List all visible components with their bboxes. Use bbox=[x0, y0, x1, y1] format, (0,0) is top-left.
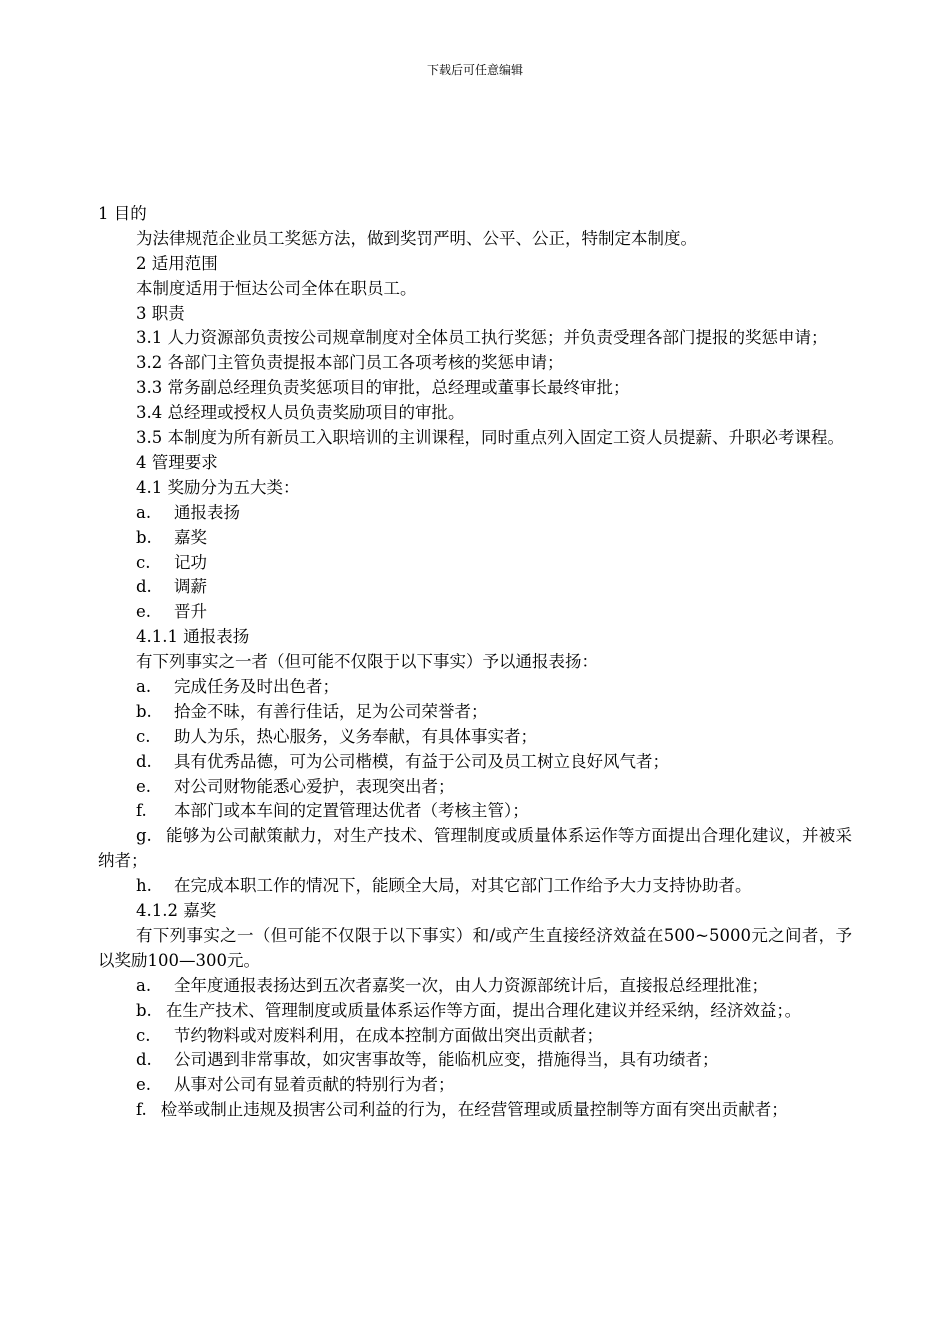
paragraph-line bbox=[98, 675, 852, 700]
paragraph-line bbox=[98, 302, 852, 327]
list-label: b. bbox=[136, 527, 152, 547]
list-label: e. bbox=[136, 776, 152, 796]
line-text: 节约物料或对废料利用，在成本控制方面做出突出贡献者； bbox=[174, 1025, 603, 1045]
line-text: 本制度为所有新员工入职培训的主训课程，同时重点列入固定工资人员提薪、升职必考课程。 bbox=[167, 428, 844, 448]
line-text: 记功 bbox=[174, 552, 207, 572]
line-text: 目的 bbox=[113, 204, 147, 223]
section-number: 2 bbox=[136, 253, 147, 273]
line-text: 各部门主管负责提报本部门员工各项考核的奖惩申请； bbox=[167, 353, 564, 373]
line-text: 有下列事实之一（但可能不仅限于以下事实）和/或产生直接经济效益在500~5000元之间者，予以奖励100—300元。 bbox=[98, 925, 852, 970]
line-text: 总经理或授权人员负责奖励项目的审批。 bbox=[167, 403, 465, 423]
line-text: 通报表扬 bbox=[183, 627, 250, 647]
paragraph-line bbox=[98, 1098, 852, 1123]
paragraph-line bbox=[98, 874, 852, 899]
list-label: b. bbox=[136, 1000, 152, 1020]
list-label: d. bbox=[136, 1050, 152, 1070]
line-text: 职责 bbox=[151, 303, 185, 323]
paragraph-line bbox=[98, 1048, 852, 1073]
list-label: a. bbox=[136, 676, 152, 696]
paragraph-line bbox=[98, 376, 852, 401]
line-text: 嘉奖 bbox=[183, 901, 217, 920]
paragraph-line bbox=[98, 600, 852, 625]
paragraph-line bbox=[98, 700, 852, 725]
line-text: 嘉奖 bbox=[174, 527, 207, 547]
line-text: 拾金不昧，有善行佳话，足为公司荣誉者； bbox=[174, 701, 488, 721]
paragraph-line bbox=[98, 426, 852, 451]
section-number: 4.1.1 bbox=[136, 627, 178, 647]
line-text: 调薪 bbox=[174, 577, 207, 597]
paragraph-line bbox=[98, 326, 852, 351]
line-text: 管理要求 bbox=[151, 452, 218, 472]
list-label: f. bbox=[136, 801, 147, 821]
section-number: 1 bbox=[98, 204, 109, 223]
page-header: 下载后可任意编辑 bbox=[426, 63, 523, 77]
line-text: 有下列事实之一者（但可能不仅限于以下事实）予以通报表扬： bbox=[136, 652, 598, 672]
line-text: 对公司财物能悉心爱护，表现突出者； bbox=[174, 776, 455, 796]
list-label: f. bbox=[136, 1100, 147, 1120]
list-label: a. bbox=[136, 975, 152, 995]
list-label: c. bbox=[136, 1025, 151, 1045]
list-label: a. bbox=[136, 502, 152, 522]
line-text: 助人为乐，热心服务，义务奉献，有具体事实者； bbox=[174, 726, 537, 746]
line-text: 适用范围 bbox=[151, 253, 218, 273]
paragraph-line bbox=[98, 999, 852, 1024]
line-text: 在完成本职工作的情况下，能顾全大局，对其它部门工作给予大力支持协助者。 bbox=[174, 876, 752, 896]
line-text: 人力资源部负责按公司规章制度对全体员工执行奖惩；并负责受理各部门提报的奖惩申请； bbox=[167, 328, 828, 348]
paragraph-line bbox=[98, 1073, 852, 1098]
paragraph-line bbox=[98, 899, 852, 924]
section-number: 3.3 bbox=[136, 378, 163, 398]
line-text: 在生产技术、管理制度或质量体系运作等方面，提出合理化建议并经采纳，经济效益；。 bbox=[165, 1000, 802, 1020]
line-text: 为法律规范企业员工奖惩方法，做到奖罚严明、公平、公正，特制定本制度。 bbox=[136, 228, 697, 248]
paragraph-line bbox=[98, 625, 852, 650]
paragraph-line bbox=[98, 824, 852, 874]
paragraph-line bbox=[98, 252, 852, 277]
line-text: 晋升 bbox=[174, 602, 207, 622]
list-label: b. bbox=[136, 701, 152, 721]
line-text: 公司遇到非常事故，如灾害事故等，能临机应变，措施得当，具有功绩者； bbox=[174, 1050, 719, 1070]
paragraph-line bbox=[98, 924, 852, 974]
paragraph-line bbox=[98, 401, 852, 426]
paragraph-line bbox=[98, 650, 852, 675]
line-text: 能够为公司献策献力，对生产技术、管理制度或质量体系运作等方面提出合理化建议，并被采纳者； bbox=[98, 826, 852, 871]
line-text: 检举或制止违规及损害公司利益的行为，在经营管理或质量控制等方面有突出贡献者； bbox=[160, 1100, 788, 1120]
paragraph-line bbox=[98, 501, 852, 526]
paragraph-line bbox=[98, 750, 852, 775]
list-label: d. bbox=[136, 751, 152, 771]
paragraph-line bbox=[98, 202, 852, 227]
paragraph-line bbox=[98, 476, 852, 501]
section-number: 4.1.2 bbox=[136, 901, 178, 920]
section-number: 4 bbox=[136, 452, 147, 472]
list-label: d. bbox=[136, 577, 152, 597]
paragraph-line bbox=[98, 451, 852, 476]
list-label: g. bbox=[136, 826, 152, 846]
line-text: 从事对公司有显着贡献的特别行为者； bbox=[174, 1075, 455, 1095]
line-text: 本制度适用于恒达公司全体在职员工。 bbox=[136, 278, 417, 298]
list-label: e. bbox=[136, 602, 152, 622]
line-text: 全年度通报表扬达到五次者嘉奖一次，由人力资源部统计后，直接报总经理批准； bbox=[174, 975, 768, 995]
paragraph-line bbox=[98, 1024, 852, 1049]
line-text: 本部门或本车间的定置管理达优者（考核主管）； bbox=[174, 801, 529, 821]
section-number: 3.4 bbox=[136, 403, 163, 423]
section-number: 3.1 bbox=[136, 328, 163, 348]
paragraph-line bbox=[98, 351, 852, 376]
section-number: 3.5 bbox=[136, 428, 163, 448]
section-number: 3 bbox=[136, 303, 147, 323]
paragraph-line bbox=[98, 575, 852, 600]
list-label: c. bbox=[136, 726, 151, 746]
section-number: 3.2 bbox=[136, 353, 163, 373]
list-label: c. bbox=[136, 552, 151, 572]
list-label: e. bbox=[136, 1075, 152, 1095]
section-number: 4.1 bbox=[136, 477, 163, 497]
line-text: 具有优秀品德，可为公司楷模，有益于公司及员工树立良好风气者； bbox=[174, 751, 669, 771]
paragraph-line bbox=[98, 775, 852, 800]
paragraph-line bbox=[98, 227, 852, 252]
paragraph-line bbox=[98, 526, 852, 551]
paragraph-line bbox=[98, 277, 852, 302]
paragraph-line bbox=[98, 974, 852, 999]
line-text: 常务副总经理负责奖惩项目的审批，总经理或董事长最终审批； bbox=[167, 378, 630, 398]
list-label: h. bbox=[136, 876, 152, 896]
line-text: 奖励分为五大类： bbox=[167, 477, 300, 497]
line-text: 通报表扬 bbox=[174, 502, 240, 522]
document-body bbox=[98, 202, 852, 1123]
paragraph-line bbox=[98, 551, 852, 576]
line-text: 完成任务及时出色者； bbox=[174, 676, 339, 696]
paragraph-line bbox=[98, 725, 852, 750]
paragraph-line bbox=[98, 799, 852, 824]
